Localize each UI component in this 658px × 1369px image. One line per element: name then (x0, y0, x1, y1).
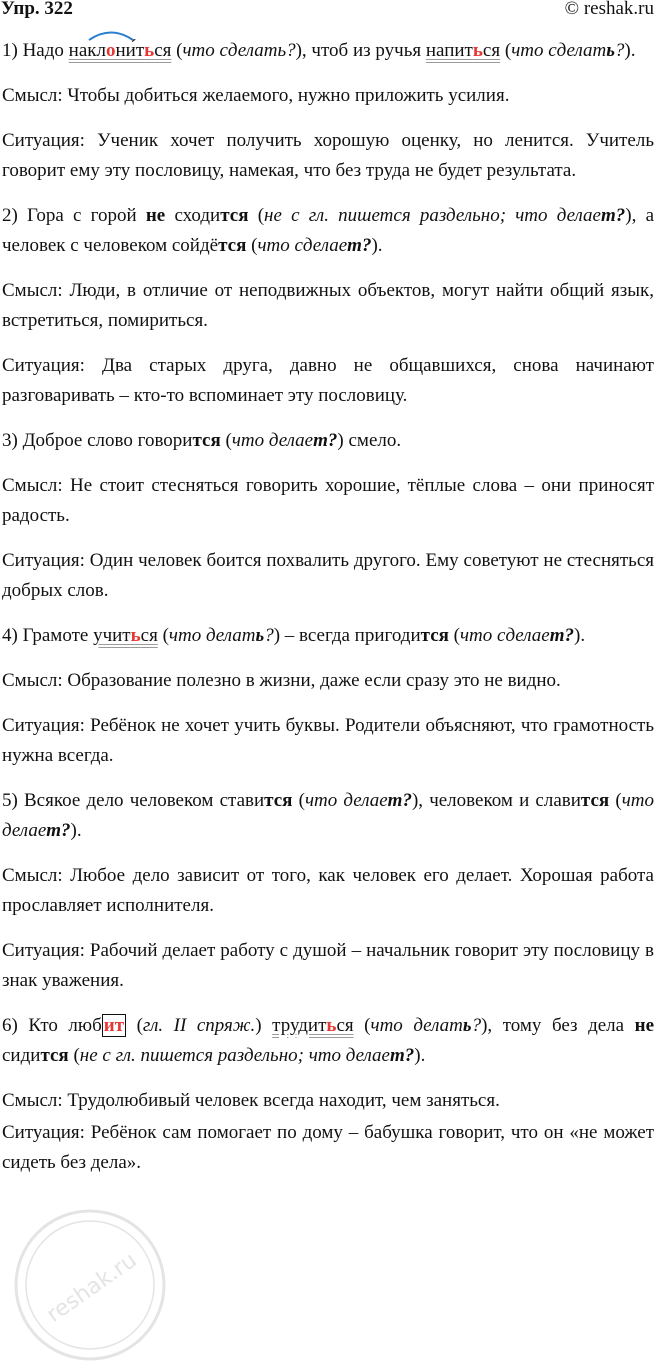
site-credit: © reshak.ru (564, 0, 654, 19)
item-5-proverb: 5) Всякое дело человеком ставится (что делает?), человеком и славится (что делает?). (2, 790, 654, 841)
root-arc-mark (87, 29, 135, 41)
question: что сделать? (182, 40, 296, 61)
text-run: напит (425, 40, 473, 61)
item-1-meaning: Смысл: Чтобы добиться желаемого, нужно приложить усилия. (2, 85, 510, 106)
exercise-title: Упр. 322 (1, 0, 73, 19)
item-3-proverb: 3) Доброе слово говорится (что делает?) смело. (2, 430, 402, 451)
item-1-proverb (2, 36, 654, 66)
text-run: ни́т (115, 40, 145, 61)
item-4-proverb: 4) Грамоте учиться (что делать?) – всегда пригодится (что сделает?). (2, 625, 586, 646)
word-naklonitsya (69, 36, 172, 66)
item-3-meaning: Смысл: Не стоит стесняться говорить хорошие, тёплые слова – они приносят радость. (2, 475, 654, 526)
item-5-situation: Ситуация: Рабочий делает работу с душой – начальник говорит эту пословицу в знак уважения. (2, 940, 654, 991)
highlight-letter: ь (130, 625, 141, 646)
question: не с гл. пишется раздельно; что делает? (79, 1045, 415, 1066)
question: что делать? (370, 1015, 482, 1036)
verb-ending: тся (264, 790, 293, 811)
item-4-situation: Ситуация: Ребёнок не хочет учить буквы. Родители объясняют, что грамотность нужна всегда. (2, 715, 654, 766)
boxed-ending: ит (103, 1015, 125, 1036)
item-3-situation: Ситуация: Один человек боится похвалить другого. Ему советуют не стесняться добрых слов. (2, 550, 654, 601)
item-2-meaning: Смысл: Люди, в отличие от неподвижных объектов, могут найти общий язык, встретиться, помириться. (2, 280, 654, 331)
item-1-situation: Ситуация: Ученик хочет получить хорошую оценку, но ленится. Учитель говорит ему эту пословицу, намекая, что без труда не будет результата. (2, 130, 654, 181)
verb-ending: тся (40, 1045, 69, 1066)
bold-particle: не (145, 205, 166, 226)
text-run: ). (624, 40, 636, 61)
question: что делает? (304, 790, 412, 811)
question: не с гл. пишется раздельно; что делает? (264, 205, 626, 226)
word-truditsya: трудиться (272, 1015, 354, 1036)
word-napitsya (426, 40, 500, 61)
text-run: ( (171, 40, 183, 61)
text-run: 1) Надо (2, 40, 69, 61)
highlight-letter: ь (144, 40, 155, 61)
text-run: ся (154, 40, 172, 61)
text-run: ), чтоб из ручья (295, 40, 426, 61)
verb-ending: тся (420, 625, 449, 646)
bold-particle: не (634, 1015, 655, 1036)
question: что делает? (2, 790, 654, 841)
item-2-situation: Ситуация: Два старых друга, давно не общавшихся, снова начинают разговаривать – кто-то вспоминает эту пословицу. (2, 355, 654, 406)
item-2-proverb: 2) Гора с горой не сходится (не с гл. пишется раздельно; что делает?), а человек с человеком сойдётся (что сделает?). (2, 205, 655, 256)
watermark-logo (10, 1205, 170, 1365)
question: что сделать? (511, 40, 625, 61)
item-4-meaning: Смысл: Образование полезно в жизни, даже если сразу это не видно. (2, 670, 561, 691)
item-6-situation: Ситуация: Ребёнок сам помогает по дому – бабушка говорит, что он «не может сидеть без дела». (2, 1122, 654, 1173)
text-run: накл (68, 40, 106, 61)
question: гл. II спряж. (142, 1015, 256, 1036)
highlight-letter: ь (472, 40, 483, 61)
watermark-text: reshak.ru (42, 1247, 142, 1328)
text-run: ся (482, 40, 501, 61)
item-6-meaning: Смысл: Трудолюбивый человек всегда находит, чем заняться. (2, 1090, 500, 1111)
question: что сделает? (459, 625, 574, 646)
question: что сделает? (257, 235, 372, 256)
exercise-content (2, 36, 654, 1193)
word-uchitsya: учиться (93, 625, 158, 646)
item-5-meaning: Смысл: Любое дело зависит от того, как человек его делает. Хорошая работа прославляет исполнителя. (2, 865, 654, 916)
verb-ending: тся (580, 790, 610, 811)
highlight-letter: ь (326, 1015, 337, 1036)
verb-ending: тся (220, 205, 249, 226)
text-run: ( (500, 40, 512, 61)
verb-ending: тся (192, 430, 221, 451)
highlight-letter: о (105, 40, 116, 61)
verb-ending: тся (218, 235, 247, 256)
page-header (0, 0, 658, 26)
question: что делать? (168, 625, 274, 646)
question: что делает? (231, 430, 338, 451)
item-6-proverb: 6) Кто люб ит (гл. II спряж.) трудиться (что делать?), тому без дела не сидится (не с гл. пишется раздельно; что делает?). (2, 1015, 655, 1066)
